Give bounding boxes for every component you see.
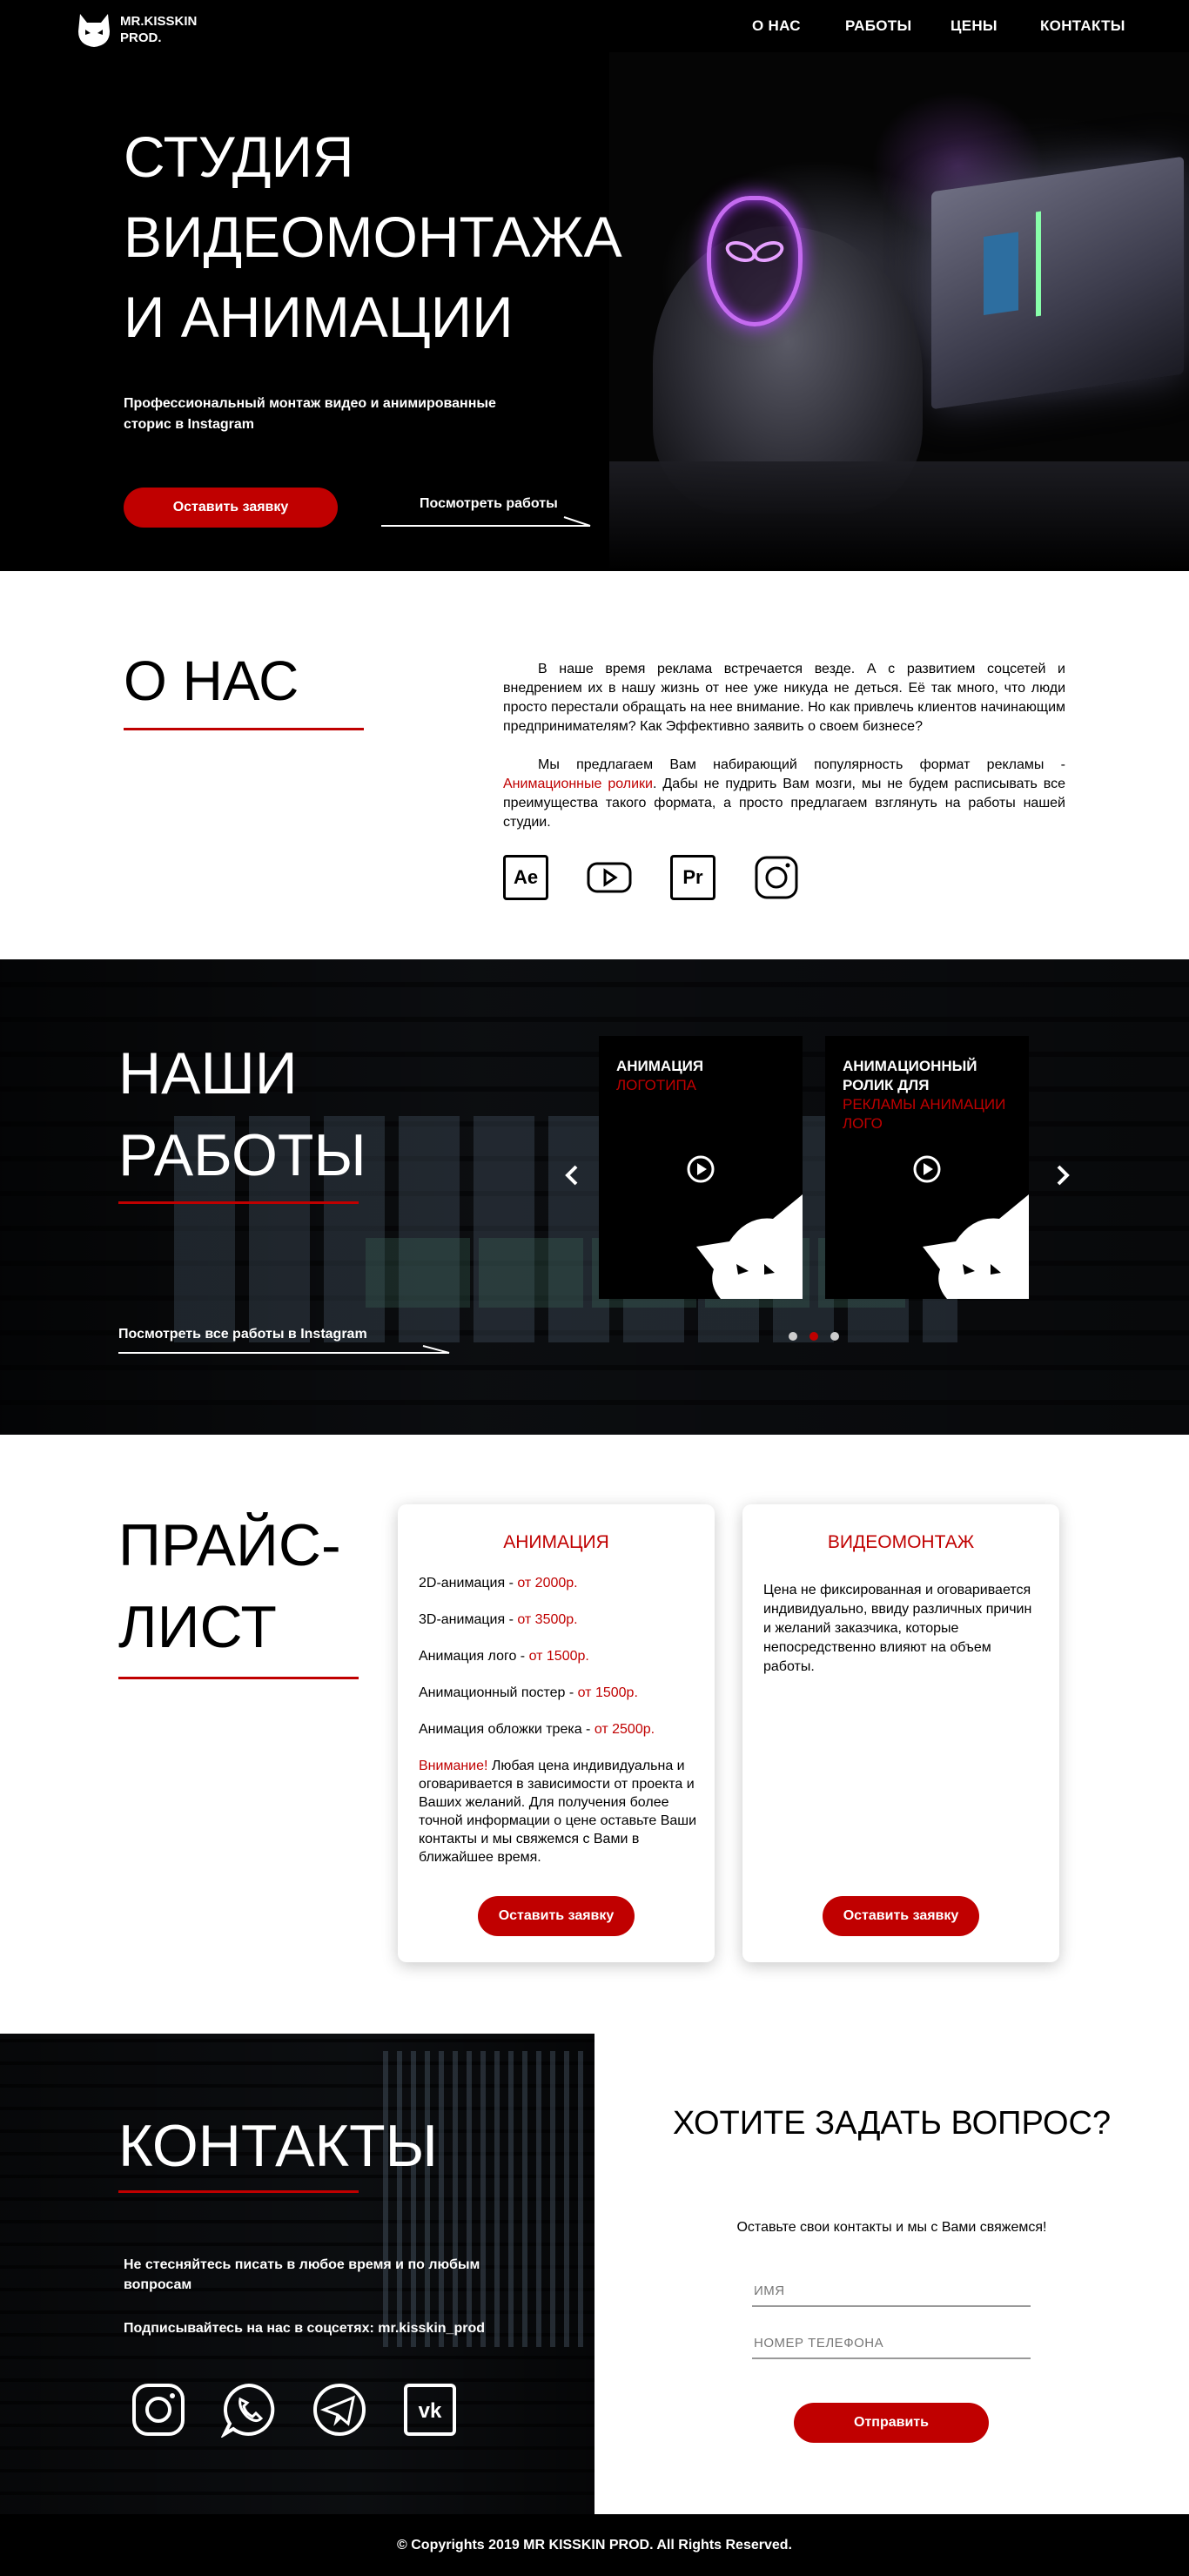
contacts-title: КОНТАКТЫ — [118, 2113, 438, 2179]
price-item-name: Анимационный постер - — [419, 1685, 578, 1700]
telegram-icon[interactable] — [312, 2382, 367, 2438]
name-field[interactable] — [752, 2276, 1031, 2307]
title-underline — [118, 2190, 359, 2193]
order-button[interactable]: Оставить заявку — [124, 488, 338, 528]
whatsapp-icon[interactable] — [221, 2382, 277, 2438]
neon-mask-image — [707, 196, 803, 326]
hero-title-line: ВИДЕОМОНТАЖА — [124, 205, 622, 269]
about-paragraph — [503, 756, 1065, 832]
price-item — [419, 1647, 697, 1665]
slider-next-icon[interactable] — [1053, 1161, 1072, 1189]
slider-dot[interactable] — [830, 1332, 839, 1341]
nav-link-contacts[interactable]: КОНТАКТЫ — [1040, 17, 1125, 34]
price-item-value: от 1500р. — [528, 1649, 589, 1664]
submit-button[interactable]: Отправить — [794, 2403, 989, 2443]
work-card-subtitle: РЕКЛАМЫ АНИМАЦИИ ЛОГО — [843, 1096, 1006, 1132]
price-note-text: Любая цена индивидуальна и оговаривается в зависимости от проекта и Ваших желаний. Для получения более точной информации о цене оставьте Ваши контакты и мы свяжемся с Вами в ближайшее время. — [419, 1759, 697, 1865]
hero-subtitle: Профессиональный монтаж видео и анимированные сторис в Instagram — [124, 396, 496, 432]
price-item — [419, 1684, 697, 1702]
order-button[interactable]: Оставить заявку — [823, 1896, 979, 1936]
nav-link-works[interactable]: РАБОТЫ — [845, 17, 912, 34]
price-item-value: от 2500р. — [594, 1722, 655, 1737]
about-highlight: Анимационные ролики — [503, 777, 653, 791]
price-item-value: от 3500р. — [517, 1612, 578, 1627]
price-card-video — [742, 1504, 1059, 1962]
brand-name: MR.KISSKIN PROD. — [120, 14, 198, 45]
youtube-icon[interactable] — [587, 855, 632, 900]
price-item — [419, 1574, 697, 1592]
about-text — [503, 660, 1065, 851]
copyright-text: © Copyrights 2019 MR KISSKIN PROD. All Rights Reserved. — [397, 2537, 792, 2552]
about-text-part: Мы предлагаем Вам набирающий популярность формат рекламы - — [538, 757, 1065, 772]
work-card[interactable] — [599, 1036, 803, 1299]
work-card-title — [616, 1057, 790, 1095]
hero-title-line: СТУДИЯ — [124, 124, 354, 189]
instagram-icon[interactable] — [754, 855, 799, 900]
arrow-line-icon — [118, 1344, 453, 1358]
slider-dots — [789, 1332, 839, 1341]
after-effects-icon[interactable]: Ae — [503, 855, 548, 900]
slider-dot[interactable] — [809, 1332, 818, 1341]
arrow-line-icon — [381, 514, 594, 528]
form-title: ХОТИТЕ ЗАДАТЬ ВОПРОС? — [672, 2105, 1112, 2142]
form-subtitle: Оставьте свои контакты и мы с Вами свяжемся! — [736, 2220, 1047, 2235]
price-card-heading: ВИДЕОМОНТАЖ — [827, 1532, 975, 1552]
order-button[interactable]: Оставить заявку — [478, 1896, 635, 1936]
cat-head-icon — [695, 1189, 803, 1299]
play-icon[interactable] — [686, 1154, 715, 1184]
studio-background-image — [383, 2051, 592, 2347]
tools-icons — [503, 855, 799, 900]
price-item-name: Анимация обложки трека - — [419, 1722, 594, 1737]
price-card-heading: АНИМАЦИЯ — [503, 1532, 609, 1552]
nav-link-prices[interactable]: ЦЕНЫ — [951, 17, 998, 34]
works-title — [118, 1032, 366, 1196]
phone-field[interactable] — [752, 2328, 1031, 2359]
work-card-title-text: АНИМАЦИЯ — [616, 1058, 704, 1074]
play-icon[interactable] — [912, 1154, 942, 1184]
price-title-line: ПРАЙС- — [118, 1512, 341, 1578]
title-underline — [118, 1677, 359, 1679]
price-item — [419, 1720, 697, 1739]
works-title-line: РАБОТЫ — [118, 1122, 366, 1188]
hero-title-line: И АНИМАЦИИ — [124, 285, 514, 349]
price-item-name: Анимация лого - — [419, 1649, 529, 1664]
premiere-pro-icon[interactable]: Pr — [670, 855, 715, 900]
vk-icon[interactable] — [402, 2382, 458, 2438]
price-title — [118, 1504, 341, 1668]
price-item-value: от 2000р. — [517, 1576, 578, 1591]
cat-head-icon — [921, 1189, 1029, 1299]
about-title: О НАС — [124, 649, 299, 712]
work-card-subtitle: ЛОГОТИПА — [616, 1077, 697, 1093]
desk-image — [609, 461, 1189, 571]
price-title-line: ЛИСТ — [118, 1594, 277, 1660]
title-underline — [124, 728, 364, 730]
main-nav — [0, 17, 1189, 38]
work-card-title-text: АНИМАЦИОННЫЙ РОЛИК ДЛЯ — [843, 1058, 977, 1093]
contacts-follow-text: Подписывайтесь на нас в соцсетях: mr.kisskin_prod — [124, 2321, 485, 2336]
nav-link-about[interactable]: О НАС — [752, 17, 801, 34]
slider-dot[interactable] — [789, 1332, 797, 1341]
price-card-animation — [398, 1504, 715, 1962]
social-links — [131, 2382, 458, 2438]
instagram-works-link[interactable]: Посмотреть все работы в Instagram — [118, 1327, 367, 1342]
hero-photo — [609, 52, 1189, 571]
price-description: Цена не фиксированная и оговаривается индивидуально, ввиду различных причин и желаний заказчика, которые непосредственно влияют на объем работы. — [763, 1583, 1032, 1674]
about-text-part: . Дабы не пудрить Вам мозги, мы не будем расписывать все преимущества такого формата, а просто предлагаем взглянуть на работы нашей студии. — [503, 777, 1066, 830]
view-works-link[interactable]: Посмотреть работы — [420, 496, 558, 511]
about-paragraph: В наше время реклама встречается везде. А с развитием соцсетей и внедрением их в нашу жизнь от нее уже никуда не деться. Её так много, что люди просто перестали обращать на нее внимание. Но как привлечь клиентов начинающим предпринимателям? Как Эффективно заявить о своем бизнесе? — [503, 662, 1065, 734]
slider-prev-icon[interactable] — [562, 1161, 581, 1189]
works-title-line: НАШИ — [118, 1040, 298, 1106]
price-note-label: Внимание! — [419, 1759, 488, 1773]
price-item-value: от 1500р. — [577, 1685, 638, 1700]
price-list — [419, 1574, 697, 1866]
svg-text:vk: vk — [418, 2399, 442, 2423]
work-card[interactable] — [825, 1036, 1029, 1299]
footer — [0, 2514, 1189, 2576]
price-item-name: 2D-анимация - — [419, 1576, 518, 1591]
work-card-title — [843, 1057, 1017, 1133]
monitor-image — [931, 157, 1184, 410]
price-item-name: 3D-анимация - — [419, 1612, 518, 1627]
hero-title — [124, 117, 646, 357]
contacts-text: Не стесняйтесь писать в любое время и по любым вопросам — [124, 2257, 480, 2292]
price-item — [419, 1611, 697, 1629]
instagram-icon[interactable] — [131, 2382, 186, 2438]
price-note — [419, 1757, 697, 1866]
title-underline — [118, 1201, 359, 1204]
